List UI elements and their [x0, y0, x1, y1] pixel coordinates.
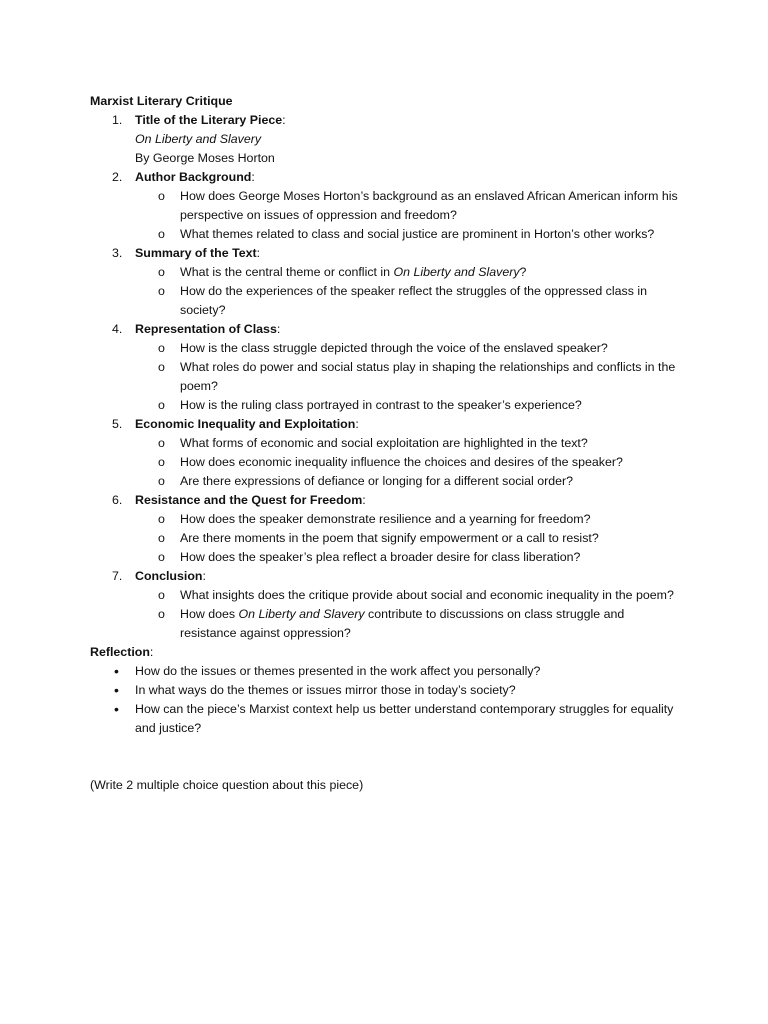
question-item: [90, 605, 680, 643]
reflection-item: [90, 681, 680, 700]
section-number: 1.: [112, 113, 123, 127]
section-label: Economic Inequality and Exploitation: [135, 417, 356, 431]
sub-bullet-marker: o: [158, 341, 165, 355]
section-label: Author Background: [135, 170, 252, 184]
reflection-text: How can the piece’s Marxist context help us better understand contemporary struggles for equality and justice?: [135, 702, 674, 735]
literary-piece-author: By George Moses Horton: [135, 151, 275, 165]
reflection-heading: Reflection:: [90, 645, 154, 659]
reflection-item: [90, 700, 680, 738]
question-item: [90, 472, 680, 491]
document-body: [90, 92, 680, 795]
sub-bullet-marker: o: [158, 189, 165, 203]
question-text: How is the class struggle depicted through the voice of the enslaved speaker?: [180, 341, 608, 355]
section-number: 5.: [112, 417, 123, 431]
reflection-item: [90, 662, 680, 681]
sub-bullet-marker: o: [158, 455, 165, 469]
section-label: Resistance and the Quest for Freedom: [135, 493, 363, 507]
question-item: [90, 339, 680, 358]
question-item: [90, 263, 680, 282]
document-heading: Marxist Literary Critique: [90, 94, 233, 108]
question-text: How does On Liberty and Slavery contribute to discussions on class struggle and resistance against oppression?: [180, 607, 625, 640]
instruction-note: (Write 2 multiple choice question about this piece): [90, 778, 364, 792]
literary-piece-title: On Liberty and Slavery: [135, 132, 262, 146]
question-text: Are there moments in the poem that signify empowerment or a call to resist?: [180, 531, 599, 545]
question-text: How do the experiences of the speaker reflect the struggles of the oppressed class in society?: [180, 284, 647, 317]
section-label: Conclusion: [135, 569, 203, 583]
question-text: What insights does the critique provide about social and economic inequality in the poem?: [180, 588, 674, 602]
question-item: [90, 187, 680, 225]
sub-bullet-marker: o: [158, 531, 165, 545]
question-item: [90, 453, 680, 472]
section-number: 7.: [112, 569, 123, 583]
section-5: 5. Economic Inequality and Exploitation:: [90, 415, 680, 434]
section-7: 7. Conclusion:: [90, 567, 680, 586]
sub-bullet-marker: o: [158, 588, 165, 602]
question-item: [90, 529, 680, 548]
section-label: Representation of Class: [135, 322, 277, 336]
sub-bullet-marker: o: [158, 550, 165, 564]
section-4: 4. Representation of Class:: [90, 320, 680, 339]
sub-bullet-marker: o: [158, 398, 165, 412]
section-2: 2. Author Background:: [90, 168, 680, 187]
sub-bullet-marker: o: [158, 436, 165, 450]
section-6: 6. Resistance and the Quest for Freedom:: [90, 491, 680, 510]
reflection-text: How do the issues or themes presented in the work affect you personally?: [135, 664, 541, 678]
question-text: How does George Moses Horton’s background as an enslaved African American inform his perspective on issues of oppression and freedom?: [180, 189, 678, 222]
question-text: How does the speaker’s plea reflect a broader desire for class liberation?: [180, 550, 581, 564]
sub-bullet-marker: o: [158, 360, 165, 374]
sub-bullet-marker: o: [158, 265, 165, 279]
question-text: What themes related to class and social justice are prominent in Horton’s other works?: [180, 227, 655, 241]
question-item: [90, 225, 680, 244]
question-item: [90, 586, 680, 605]
bullet-marker: •: [114, 701, 119, 717]
question-text: How is the ruling class portrayed in contrast to the speaker’s experience?: [180, 398, 582, 412]
section-1: 1. Title of the Literary Piece: On Liberty and Slavery By George Moses Horton: [90, 111, 680, 168]
question-item: [90, 358, 680, 396]
bullet-marker: •: [114, 663, 119, 679]
section-number: 4.: [112, 322, 123, 336]
question-text: What roles do power and social status play in shaping the relationships and conflicts in the poem?: [180, 360, 676, 393]
question-item: [90, 510, 680, 529]
question-text: What is the central theme or conflict in On Liberty and Slavery?: [180, 265, 527, 279]
question-item: [90, 434, 680, 453]
question-item: [90, 548, 680, 567]
question-text: How does economic inequality influence the choices and desires of the speaker?: [180, 455, 623, 469]
sub-bullet-marker: o: [158, 607, 165, 621]
question-item: [90, 396, 680, 415]
sub-bullet-marker: o: [158, 474, 165, 488]
section-label: Summary of the Text: [135, 246, 257, 260]
section-number: 2.: [112, 170, 123, 184]
section-label: Title of the Literary Piece: [135, 113, 283, 127]
sub-bullet-marker: o: [158, 512, 165, 526]
section-number: 3.: [112, 246, 123, 260]
question-item: [90, 282, 680, 320]
question-text: What forms of economic and social exploitation are highlighted in the text?: [180, 436, 588, 450]
question-text: Are there expressions of defiance or longing for a different social order?: [180, 474, 574, 488]
section-3: 3. Summary of the Text:: [90, 244, 680, 263]
reflection-text: In what ways do the themes or issues mirror those in today’s society?: [135, 683, 516, 697]
sub-bullet-marker: o: [158, 227, 165, 241]
question-text: How does the speaker demonstrate resilience and a yearning for freedom?: [180, 512, 591, 526]
bullet-marker: •: [114, 682, 119, 698]
section-number: 6.: [112, 493, 123, 507]
sub-bullet-marker: o: [158, 284, 165, 298]
